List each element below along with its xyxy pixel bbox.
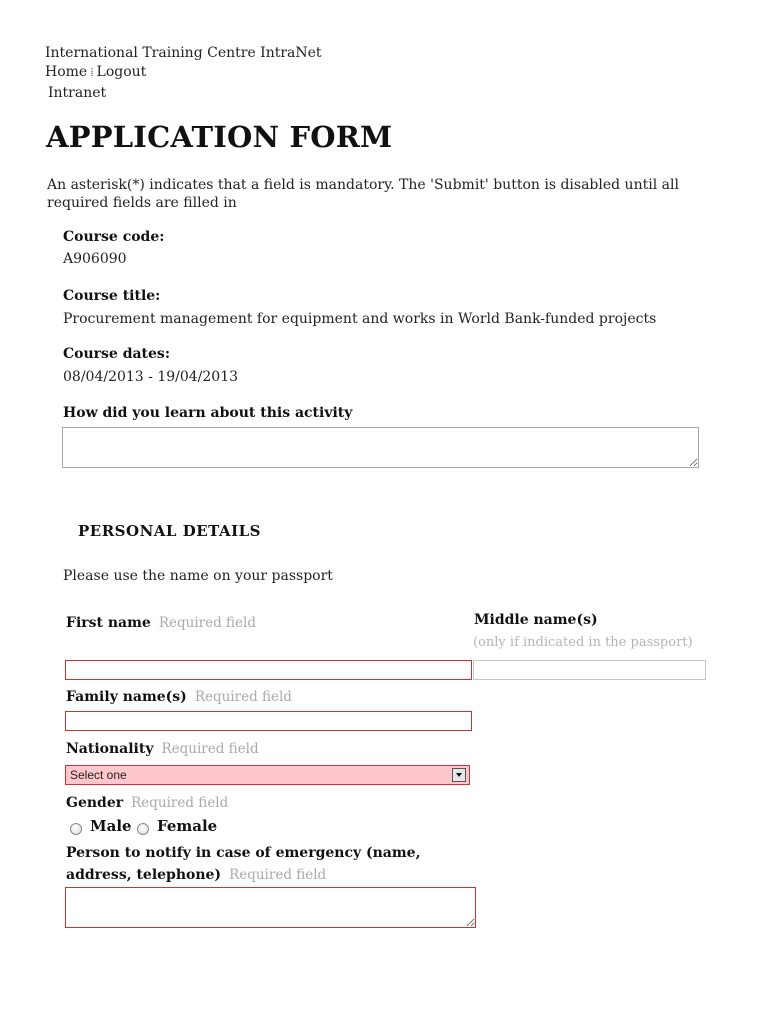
middle-name-label: Middle name(s)	[474, 612, 598, 628]
emergency-required-hint: Required field	[229, 867, 327, 883]
gender-female-radio[interactable]	[137, 823, 149, 835]
course-dates-value: 08/04/2013 - 19/04/2013	[63, 369, 239, 385]
nav-logout-link[interactable]: Logout	[96, 64, 147, 80]
first-name-required-hint: Required field	[158, 615, 256, 631]
family-name-label: Family name(s)	[66, 689, 187, 705]
site-title: International Training Centre IntraNet	[45, 45, 322, 61]
middle-name-hint: (only if indicated in the passport)	[473, 635, 693, 650]
personal-details-heading: PERSONAL DETAILS	[78, 522, 262, 540]
emergency-contact-textarea[interactable]	[65, 887, 476, 928]
course-title-label: Course title:	[63, 288, 161, 304]
nationality-label-row	[66, 741, 259, 757]
emergency-contact-label-line1: Person to notify in case of emergency (name,	[66, 845, 421, 861]
first-name-label: First name	[66, 615, 151, 631]
family-name-input[interactable]	[65, 711, 472, 731]
gender-label: Gender	[66, 795, 124, 811]
first-name-label-row	[66, 615, 256, 631]
course-title-value: Procurement management for equipment and works in World Bank-funded projects	[63, 311, 657, 327]
breadcrumb[interactable]: Intranet	[48, 85, 107, 101]
page-title: APPLICATION FORM	[46, 120, 393, 154]
family-name-required-hint: Required field	[194, 689, 292, 705]
gender-label-row	[66, 795, 228, 811]
family-name-label-row	[66, 689, 292, 705]
nationality-required-hint: Required field	[161, 741, 259, 757]
nav-home-link[interactable]: Home	[45, 64, 88, 80]
passport-note: Please use the name on your passport	[63, 568, 333, 584]
nav-separator: ⁞	[90, 65, 94, 79]
first-name-input[interactable]	[65, 660, 472, 680]
gender-male-label[interactable]: Male	[90, 817, 132, 835]
middle-name-input[interactable]	[473, 660, 706, 680]
emergency-contact-label-line2: address, telephone)	[66, 867, 222, 883]
emergency-contact-label-row	[66, 867, 326, 883]
gender-female-label[interactable]: Female	[157, 817, 218, 835]
intro-text: An asterisk(*) indicates that a field is mandatory. The 'Submit' button is disabled until all required fields are filled in	[47, 177, 679, 211]
course-dates-label: Course dates:	[63, 346, 170, 362]
gender-male-radio[interactable]	[70, 823, 82, 835]
learn-about-label: How did you learn about this activity	[63, 405, 353, 421]
course-code-label: Course code:	[63, 229, 165, 245]
learn-about-textarea[interactable]	[62, 427, 699, 468]
course-code-value: A906090	[63, 251, 127, 267]
nationality-select[interactable]	[65, 765, 470, 785]
nationality-label: Nationality	[66, 741, 154, 757]
gender-required-hint: Required field	[131, 795, 229, 811]
top-nav	[45, 64, 146, 80]
